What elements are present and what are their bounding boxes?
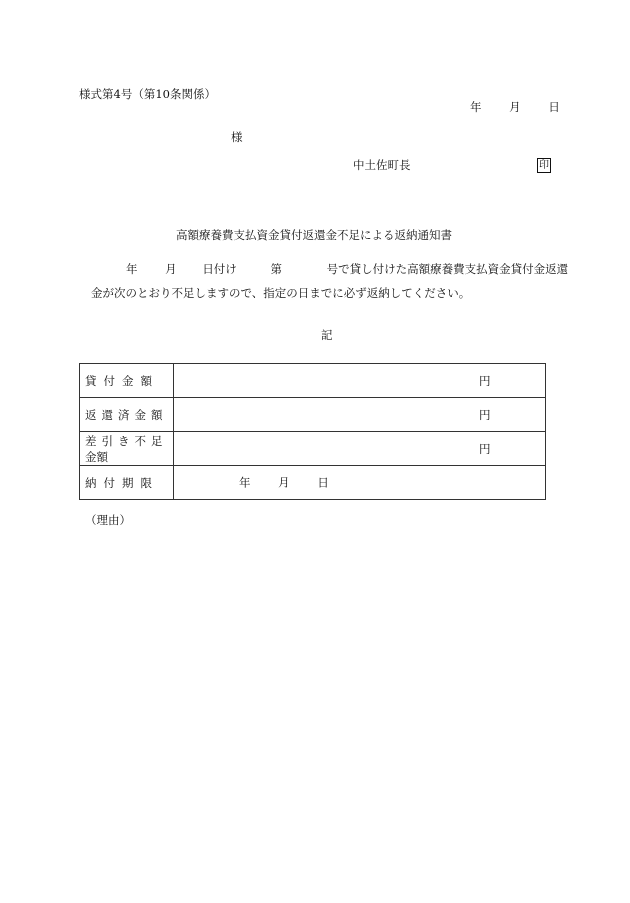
notice-title: 高額療養費支払資金貸付返還金不足による返納通知書 [176,228,452,242]
row-label-due-date: 納付期限 [80,466,174,500]
due-day: 日 [317,474,329,489]
body-year: 年 [126,262,138,276]
body-dai: 第 [270,262,282,276]
info-table [79,363,546,500]
body-rest: 号で貸し付けた高額療養費支払資金貸付金返還 [326,262,569,276]
date-day: 日 [548,100,560,114]
due-year: 年 [239,474,251,489]
shortfall-label-line1: 差引き不足 [85,433,168,448]
body-line-2: 金が次のとおり不足しますので、指定の日までに必ず返納してください。 [91,286,471,300]
body-day: 日付け [202,262,237,276]
row-value-shortfall [174,432,546,466]
issuer-name: 中土佐町長 [353,158,411,172]
table-row [80,398,546,432]
date-year: 年 [470,100,482,114]
body-month: 月 [165,262,177,276]
table-row [80,466,546,500]
seal-mark [537,158,551,173]
table-row [80,364,546,398]
row-value-due-date [174,466,546,500]
addressee-suffix: 様 [231,130,243,144]
reason-label: （理由） [85,513,131,527]
date-line [470,102,560,114]
body-line-1 [126,264,568,276]
ki-heading: 記 [321,328,333,342]
due-month: 月 [278,474,290,489]
row-value-loan-amount [174,364,546,398]
row-label-loan-amount: 貸付金額 [80,364,174,398]
yen-unit: 円 [479,407,491,422]
form-number: 様式第4号（第10条関係） [79,87,216,101]
row-label-shortfall [80,432,174,466]
seal-char: 印 [539,160,549,171]
row-value-repaid-amount [174,398,546,432]
row-label-repaid-amount: 返還済金額 [80,398,174,432]
yen-unit: 円 [479,441,491,456]
table-row [80,432,546,466]
shortfall-label-line2: 金額 [85,449,108,464]
date-month: 月 [509,100,521,114]
due-date-parts [239,474,329,489]
yen-unit: 円 [479,373,491,388]
